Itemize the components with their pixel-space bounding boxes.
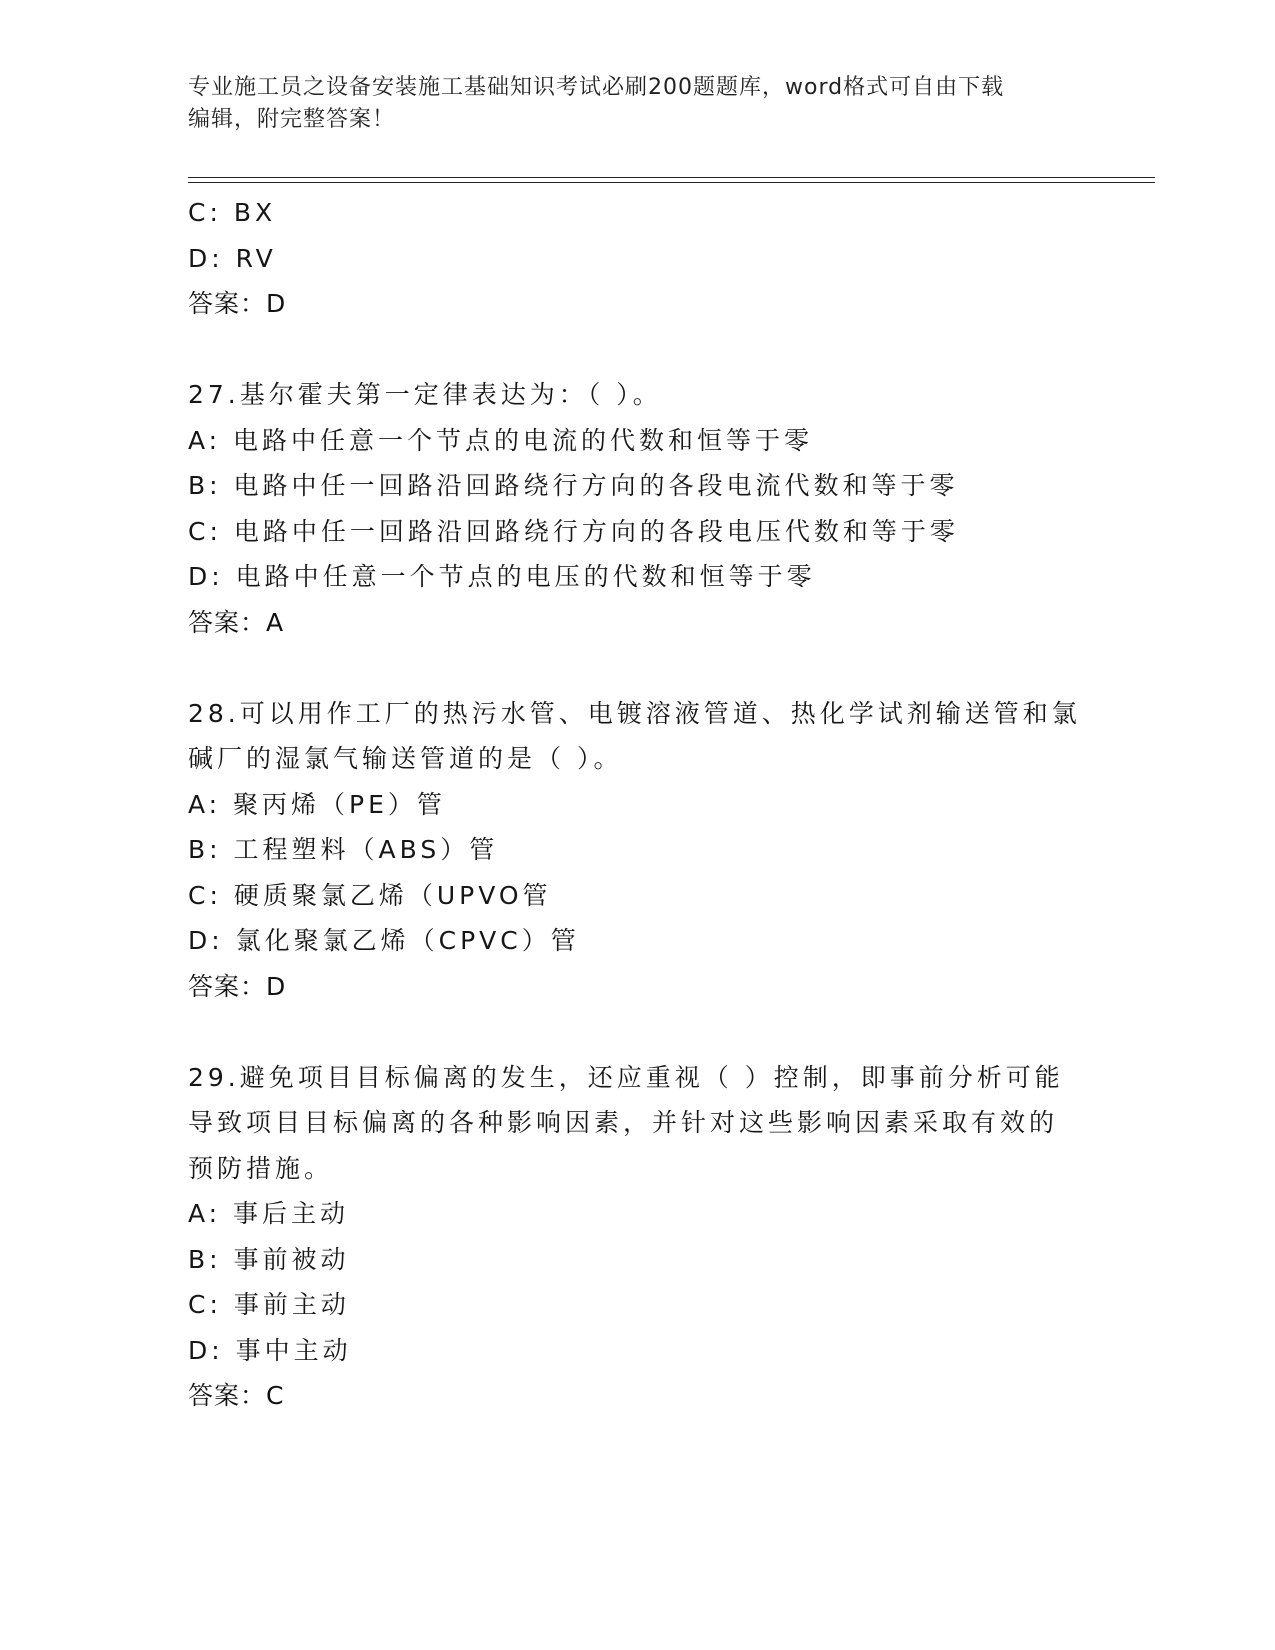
question-29	[188, 1055, 1128, 1419]
answer-line: 答案：D	[188, 289, 287, 318]
question-stem: 预防措施。	[188, 1153, 334, 1183]
header-divider-bottom	[188, 182, 1155, 183]
header-title-line-2: 编辑，附完整答案！	[188, 107, 396, 132]
header-divider-top	[188, 177, 1155, 178]
option-line: D: RV	[188, 243, 277, 273]
option-line: B: 事前被动	[188, 1244, 350, 1274]
document-header	[188, 72, 1088, 136]
question-stem: 29.避免项目目标偏离的发生，还应重视（ ）控制，即事前分析可能	[188, 1062, 1064, 1092]
option-line: A: 聚丙烯（PE）管	[188, 789, 446, 819]
spacer	[188, 1009, 1128, 1055]
spacer	[188, 645, 1128, 691]
prev-question-tail	[188, 190, 1128, 327]
option-line: A: 电路中任意一个节点的电流的代数和恒等于零	[188, 425, 814, 455]
question-stem: 导致项目目标偏离的各种影响因素，并针对这些影响因素采取有效的	[188, 1108, 1059, 1137]
question-27	[188, 372, 1128, 645]
option-line: B: 工程塑料（ABS）管	[188, 835, 499, 864]
option-line: A: 事后主动	[188, 1199, 350, 1228]
option-line: D: 电路中任意一个节点的电压的代数和恒等于零	[188, 562, 816, 591]
question-content	[188, 190, 1128, 1419]
option-line: C: 硬质聚氯乙烯（UPVO管	[188, 880, 552, 910]
option-line: C: 事前主动	[188, 1290, 350, 1319]
option-line: C: BX	[188, 198, 277, 227]
question-stem: 碱厂的湿氯气输送管道的是（ ）。	[188, 744, 623, 773]
answer-line: 答案：A	[188, 607, 285, 637]
answer-line: 答案：C	[188, 1381, 285, 1410]
header-title-line-1: 专业施工员之设备安装施工基础知识考试必刷200题题库，word格式可自由下载	[188, 75, 1005, 100]
option-line: C: 电路中任一回路沿回路绕行方向的各段电压代数和等于零	[188, 516, 959, 546]
question-stem: 27.基尔霍夫第一定律表达为：（ ）。	[188, 380, 662, 409]
option-line: D: 氯化聚氯乙烯（CPVC）管	[188, 926, 580, 955]
spacer	[188, 327, 1128, 373]
question-28	[188, 691, 1128, 1010]
question-stem: 28.可以用作工厂的热污水管、电镀溶液管道、热化学试剂输送管和氯	[188, 698, 1081, 728]
option-line: D: 事中主动	[188, 1335, 352, 1365]
answer-line: 答案：D	[188, 971, 287, 1001]
option-line: B: 电路中任一回路沿回路绕行方向的各段电流代数和等于零	[188, 471, 959, 500]
